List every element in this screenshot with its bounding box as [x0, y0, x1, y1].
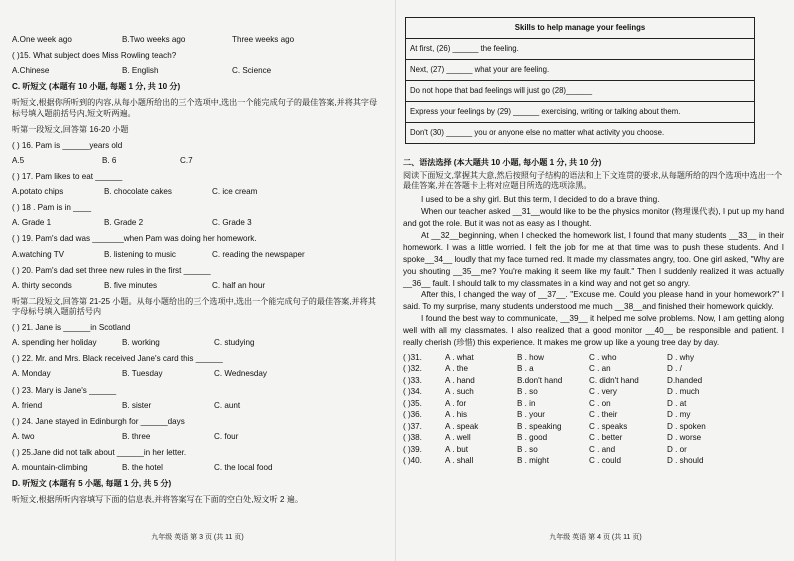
option-c: C . better	[589, 433, 623, 443]
option-b: B . so	[517, 444, 538, 454]
choice-row	[403, 409, 784, 420]
option-a: A.watching TV	[12, 249, 65, 259]
option-b: B.don't hand	[517, 375, 563, 385]
q18-stem: ( ) 18 . Pam is in ____	[12, 203, 92, 213]
option-c: C . could	[589, 456, 621, 466]
choice-row	[403, 398, 784, 409]
option-b: B . your	[517, 410, 545, 420]
q19-options	[12, 250, 381, 260]
option-c: C. four	[214, 431, 239, 441]
option-d: D.handed	[667, 375, 703, 385]
table-row: Next, (27) ______ what your are feeling.	[406, 60, 755, 81]
section-d-instructions: 听短文,根据所听内容填写下面的信息表,并将答案写在下面的空白处,短文听 2 遍。	[12, 495, 303, 505]
table-header: Skills to help manage your feelings	[406, 18, 755, 39]
option-c: C. Wednesday	[214, 369, 267, 379]
option-b: B. 6	[102, 155, 117, 165]
choice-row	[403, 375, 784, 386]
question-number: ( )32.	[403, 364, 422, 374]
part1-heading: 听第一段短文,回答第 16-20 小题	[12, 124, 129, 134]
option-a: A.5	[12, 155, 25, 165]
option-a: A.potato chips	[12, 187, 64, 197]
passage	[403, 194, 784, 349]
option-c: C.7	[180, 155, 193, 165]
page-3	[0, 0, 395, 561]
q20-options	[12, 281, 381, 291]
q22-stem: ( ) 22. Mr. and Mrs. Black received Jane's card this ______	[12, 354, 223, 364]
option-b: B.Two weeks ago	[122, 35, 186, 44]
option-a: A . for	[445, 398, 467, 408]
option-c: C. aunt	[214, 400, 241, 410]
passage-paragraph: I found the best way to communicate, __39__ it helped me solve problems. Now, I am getting along well with all my classmates. I also realized that a good monitor __40__ be responsible and patient. I really cherish (珍惜) this experience. It makes me grow up like a young tree day by day.	[403, 314, 784, 348]
part2-heading: 听第二段短文,回答第 21-25 小题。从每小题给出的三个选项中,选出一个能完成句子的最佳答案,并将其字母标号填入题前括号内	[12, 296, 376, 316]
option-b: B. the hotel	[122, 463, 163, 473]
option-d: D . /	[667, 364, 682, 374]
option-b: B. Tuesday	[122, 369, 163, 379]
option-a: A. two	[12, 431, 35, 441]
option-a: A . such	[445, 387, 474, 397]
option-a: A . but	[445, 444, 468, 454]
question-number: ( )36.	[403, 410, 422, 420]
option-c: C . and	[589, 444, 616, 454]
table-row: Do not hope that bad feelings will just go (28)______	[406, 81, 755, 102]
q19-stem: ( ) 19. Pam's dad was _______when Pam was doing her homework.	[12, 234, 257, 244]
passage-paragraph: At __32__beginning, when I checked the homework list, I found that many students __33__ in their homework. I was a little worried. I felt the job for me at that time was to push these students. And I spoke__34__ loudly that my face turned red. It made my classmates angry, too. One girl asked, "Why are you shouting __35__me? You're making it seem like my fault." Then I suddenly realized it was actually __36__ fault. I should talk to my classmates in a kind way and not get so angry.	[403, 231, 784, 288]
table-row: Express your feelings by (29) ______ exercising, writing or talking about them.	[406, 102, 755, 123]
section-d-title: D. 听短文 (本题有 5 小题, 每题 1 分, 共 5 分)	[12, 479, 172, 489]
option-c: C . who	[589, 352, 617, 362]
option-a: A. friend	[12, 400, 43, 410]
option-b: B . speaking	[517, 421, 562, 431]
section-2-instructions: 阅读下面短文,掌握其大意,然后按照句子结构的语法和上下文连贯的要求,从每题所给的四个选项中选出一个最佳答案,并在答题卡上将对应题目所选的选项涂黑。	[403, 171, 783, 191]
option-c: C. Grade 3	[212, 218, 252, 228]
skills-table	[405, 17, 755, 144]
option-c: C . their	[589, 410, 618, 420]
q14-options	[12, 35, 381, 45]
option-c: Three weeks ago	[232, 35, 295, 44]
option-d: D . at	[667, 398, 687, 408]
q25-stem: ( ) 25.Jane did not talk about ______in her letter.	[12, 447, 187, 457]
option-b: B . a	[517, 364, 534, 374]
question-number: ( )34.	[403, 387, 422, 397]
option-b: B. five minutes	[104, 280, 158, 290]
option-c: C. ice cream	[212, 187, 258, 197]
page-gutter	[395, 0, 396, 561]
q21-options	[12, 338, 381, 348]
q15-stem: ( )15. What subject does Miss Rowling teach?	[12, 51, 177, 61]
option-b: B . how	[517, 352, 544, 362]
q23-options	[12, 401, 381, 411]
option-a: A . his	[445, 410, 468, 420]
question-number: ( )40.	[403, 456, 422, 466]
choice-row	[403, 455, 784, 466]
passage-paragraph: I used to be a shy girl. But this term, I decided to do a brave thing.	[421, 195, 660, 205]
option-b: B. English	[122, 66, 159, 76]
option-b: B . good	[517, 433, 548, 443]
q16-stem: ( ) 16. Pam is ______years old	[12, 140, 123, 150]
option-a: A.Chinese	[12, 66, 50, 76]
option-d: D . worse	[667, 433, 702, 443]
option-c: C . on	[589, 398, 611, 408]
option-c: C . an	[589, 364, 611, 374]
option-c: C. Science	[232, 66, 272, 76]
q20-stem: ( ) 20. Pam's dad set three new rules in the first ______	[12, 265, 211, 275]
option-b: B . might	[517, 456, 549, 466]
question-number: ( )31.	[403, 352, 422, 362]
option-d: D . why	[667, 352, 694, 362]
q23-stem: ( ) 23. Mary is Jane's ______	[12, 385, 117, 395]
choice-row	[403, 444, 784, 455]
question-number: ( )35.	[403, 398, 422, 408]
option-a: A. spending her holiday	[12, 338, 97, 348]
question-number: ( )38.	[403, 433, 422, 443]
option-b: B. sister	[122, 400, 152, 410]
option-c: C . very	[589, 387, 617, 397]
q25-options	[12, 463, 381, 473]
option-a: A. Grade 1	[12, 218, 52, 228]
page-4	[397, 0, 794, 561]
option-d: D . should	[667, 456, 704, 466]
option-a: A. Monday	[12, 369, 51, 379]
option-d: D . my	[667, 410, 691, 420]
choice-row	[403, 421, 784, 432]
q16-options	[12, 156, 381, 166]
q18-options	[12, 218, 381, 228]
option-b: B. working	[122, 338, 160, 348]
section-c-instructions: 听短文,根据你所听到的内容,从每小题所给出的三个选项中,选出一个能完成句子的最佳答案,并将其字母标号填入题前括号内,短文听两遍。	[12, 98, 378, 118]
q24-options	[12, 432, 381, 442]
option-d: D . much	[667, 387, 700, 397]
q24-stem: ( ) 24. Jane stayed in Edinburgh for ______days	[12, 416, 185, 426]
option-c: C. studying	[214, 338, 255, 348]
option-a: A. thirty seconds	[12, 280, 72, 290]
passage-paragraph: After this, I changed the way of __37__. "Excuse me. Could you please hand in your homework?" I said. To my surprise, many students understood me much __38__and finished their homework quickly.	[403, 290, 784, 312]
q17-stem: ( ) 17. Pam likes to eat ______	[12, 171, 123, 181]
question-number: ( )33.	[403, 375, 422, 385]
option-a: A . well	[445, 433, 471, 443]
option-a: A . speak	[445, 421, 479, 431]
option-d: D . spoken	[667, 421, 706, 431]
choice-row	[403, 352, 784, 363]
q17-options	[12, 187, 381, 197]
q15-options	[12, 66, 381, 76]
option-a: A . what	[445, 352, 474, 362]
question-number: ( )39.	[403, 444, 422, 454]
section-2-title: 二、语法选择 (本大题共 10 小题, 每小题 1 分, 共 10 分)	[403, 158, 602, 167]
choice-row	[403, 386, 784, 397]
table-row: Don't (30) ______ you or anyone else no matter what activity you choose.	[406, 123, 755, 144]
question-number: ( )37.	[403, 421, 422, 431]
option-c: C . speaks	[589, 421, 628, 431]
option-c: C. half an hour	[212, 280, 266, 290]
passage-paragraph: When our teacher asked __31__would like to be the physics monitor (物理课代表), I put up my hand and got the role. But it was not as easy as I thought.	[403, 207, 784, 229]
option-c: C. the local food	[214, 463, 273, 473]
table-row: At first, (26) ______ the feeling.	[406, 39, 755, 60]
page-4-footer: 九年级 英语 第 4 页 (共 11 页)	[549, 534, 642, 542]
option-a: A . shall	[445, 456, 474, 466]
option-a: A . hand	[445, 375, 475, 385]
q21-stem: ( ) 21. Jane is ______in Scotland	[12, 323, 131, 333]
option-a: A . the	[445, 364, 468, 374]
option-b: B . in	[517, 398, 536, 408]
choice-row	[403, 432, 784, 443]
option-b: B. chocolate cakes	[104, 187, 172, 197]
choice-row	[403, 363, 784, 374]
option-d: D . or	[667, 444, 687, 454]
option-b: B . so	[517, 387, 538, 397]
page-3-footer: 九年级 英语 第 3 页 (共 11 页)	[151, 534, 244, 542]
option-b: B. Grade 2	[104, 218, 144, 228]
option-b: B. three	[122, 431, 151, 441]
option-b: B. listening to music	[104, 249, 176, 259]
option-c: C. didn't hand	[589, 375, 639, 385]
choice-list	[403, 352, 784, 467]
section-c-title: C. 听短文 (本题有 10 小题, 每题 1 分, 共 10 分)	[12, 82, 181, 92]
option-a: A.One week ago	[12, 35, 72, 44]
q22-options	[12, 369, 381, 379]
option-a: A. mountain-climbing	[12, 463, 88, 473]
option-c: C. reading the newspaper	[212, 249, 305, 259]
